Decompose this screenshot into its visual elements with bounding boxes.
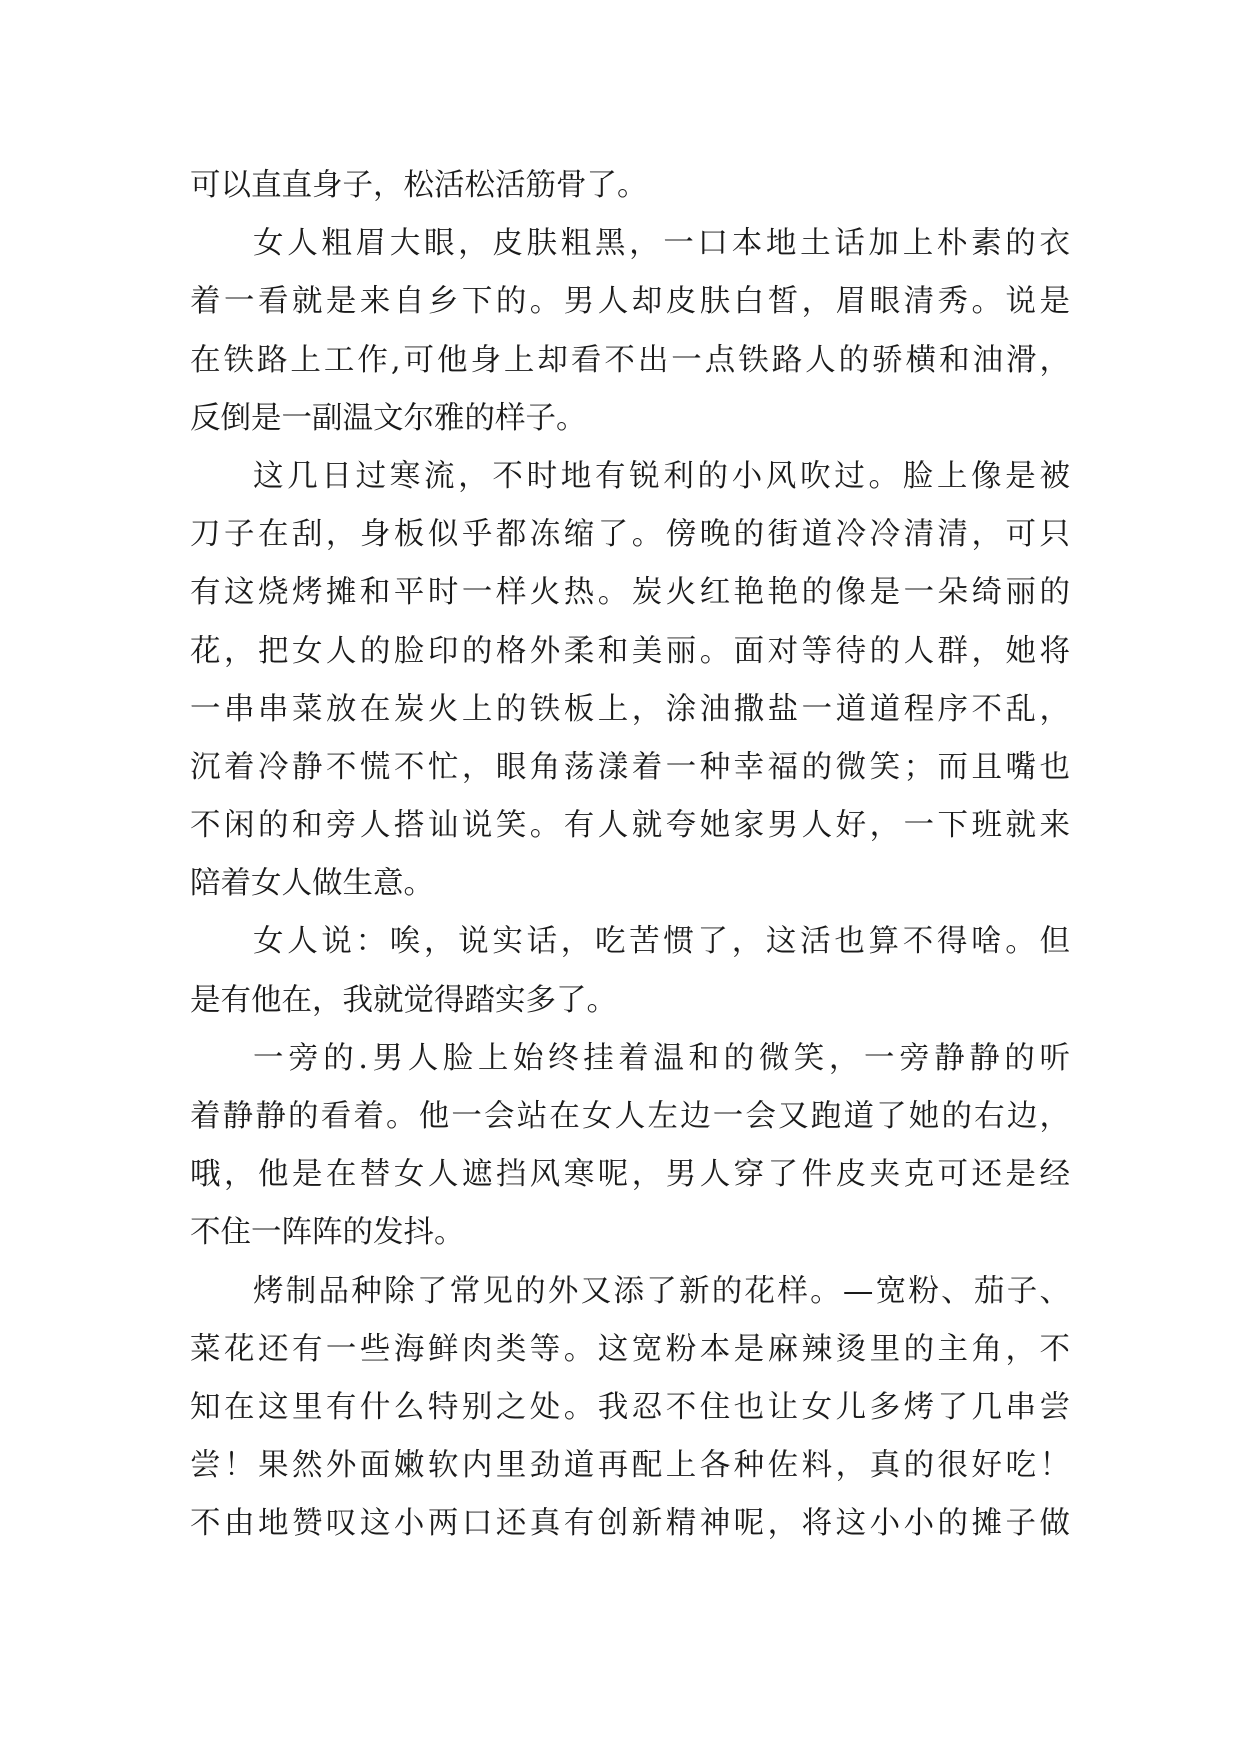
- text-line: 花，把女人的脸印的格外柔和美丽。面对等待的人群，她将: [190, 633, 1070, 669]
- text-line: 不住一阵阵的发抖。: [190, 1215, 465, 1251]
- text-line: 尝！果然外面嫩软内里劲道再配上各种佐料，真的很好吃！: [190, 1448, 1070, 1484]
- text-line: 反倒是一副温文尔雅的样子。: [190, 400, 587, 436]
- text-line: 在铁路上工作,可他身上却看不出一点铁路人的骄横和油滑，: [190, 342, 1070, 378]
- text-line: 不由地赞叹这小两口还真有创新精神呢，将这小小的摊子做: [190, 1506, 1070, 1542]
- body-text: [190, 157, 1070, 1554]
- text-line: 沉着冷静不慌不忙，眼角荡漾着一种幸福的微笑；而且嘴也: [190, 749, 1070, 785]
- text-line: 陪着女人做生意。: [190, 866, 434, 902]
- text-line: 一串串菜放在炭火上的铁板上，涂油撒盐一道道程序不乱，: [190, 691, 1070, 727]
- text-line: 着一看就是来自乡下的。男人却皮肤白皙，眉眼清秀。说是: [190, 284, 1070, 320]
- paragraph-first-line: 女人说：唉，说实话，吃苦惯了，这活也算不得啥。但: [253, 924, 1070, 960]
- text-line: 刀子在刮，身板似乎都冻缩了。傍晚的街道冷冷清清，可只: [190, 517, 1070, 553]
- text-line: 不闲的和旁人搭讪说笑。有人就夸她家男人好，一下班就来: [190, 808, 1070, 844]
- text-line: 是有他在，我就觉得踏实多了。: [190, 982, 617, 1018]
- text-line: 有这烧烤摊和平时一样火热。炭火红艳艳的像是一朵绮丽的: [190, 575, 1070, 611]
- text-line: 菜花还有一些海鲜肉类等。这宽粉本是麻辣烫里的主角，不: [190, 1331, 1070, 1367]
- text-line: 可以直直身子，松活松活筋骨了。: [190, 168, 648, 203]
- text-line: 着静静的看着。他一会站在女人左边一会又跑道了她的右边，: [190, 1099, 1070, 1134]
- paragraph-first-line: 一旁的.男人脸上始终挂着温和的微笑，一旁静静的听: [253, 1040, 1070, 1076]
- text-line: 哦，他是在替女人遮挡风寒呢，男人穿了件皮夹克可还是经: [190, 1157, 1070, 1193]
- paragraph-first-line: 女人粗眉大眼，皮肤粗黑，一口本地土话加上朴素的衣: [253, 226, 1070, 262]
- paragraph-first-line: 这几日过寒流，不时地有锐利的小风吹过。脸上像是被: [253, 458, 1070, 494]
- paragraph-first-line: 烤制品种除了常见的外又添了新的花样。—宽粉、茄子、: [253, 1273, 1070, 1309]
- text-line: 知在这里有什么特别之处。我忍不住也让女儿多烤了几串尝: [190, 1389, 1070, 1425]
